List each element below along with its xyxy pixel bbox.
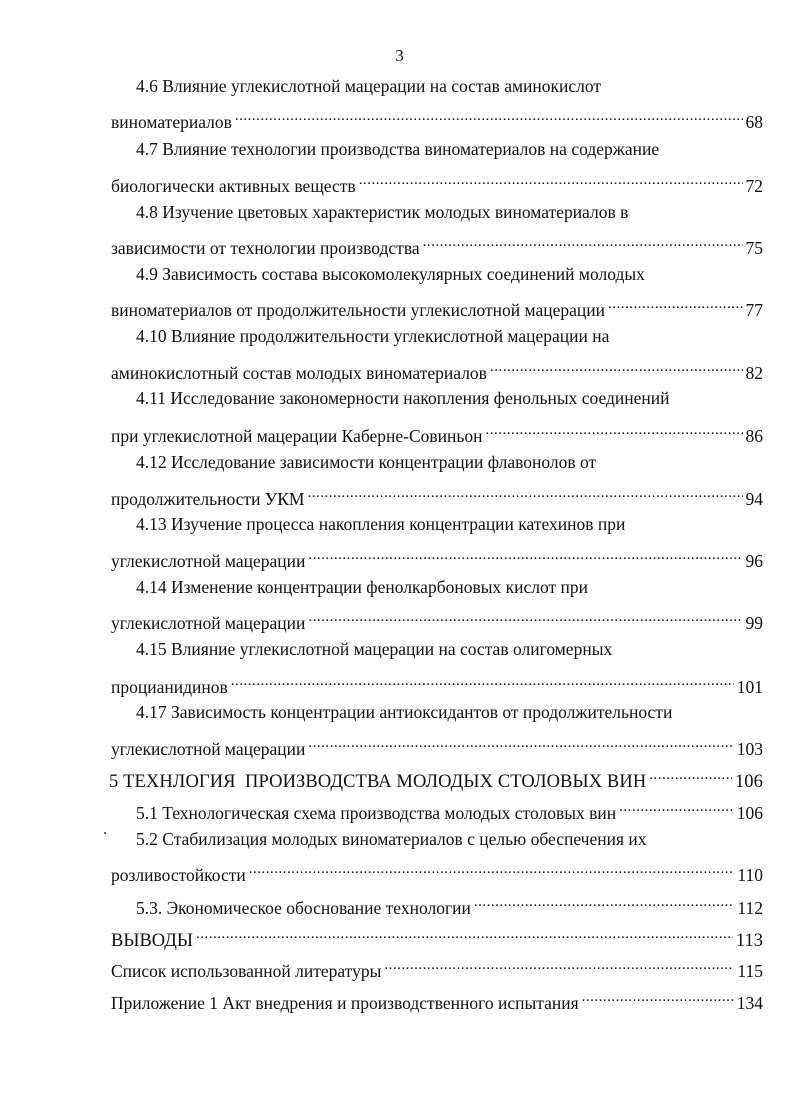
toc-entry-5-3 bbox=[136, 890, 763, 918]
toc-entry-4-7-title: 4.7 Влияние технологии производства виноматериалов на содержание bbox=[136, 139, 660, 159]
toc-entry-text: розливостойкости bbox=[111, 865, 246, 885]
toc-entry-4-15 bbox=[111, 669, 763, 697]
toc-entry-4-14 bbox=[111, 605, 763, 633]
leader-dots bbox=[235, 104, 743, 128]
leader-dots bbox=[423, 230, 743, 254]
toc-entry-4-6-title: 4.6 Влияние углекислотной мацерации на состав аминокислот bbox=[136, 76, 602, 96]
toc-entry-page: 110 bbox=[737, 865, 763, 885]
toc-entry-text: биологически активных веществ bbox=[111, 176, 356, 196]
toc-entry-page: 101 bbox=[736, 677, 763, 697]
toc-entry-page: 134 bbox=[736, 993, 763, 1013]
leader-dots bbox=[308, 731, 733, 755]
toc-entry-4-15-title: 4.15 Влияние углекислотной мацерации на состав олигомерных bbox=[136, 639, 613, 659]
toc-entry-4-10-title: 4.10 Влияние продолжительности углекислотной мацерации на bbox=[136, 326, 610, 346]
toc-entry-4-8-title: 4.8 Изучение цветовых характеристик молодых виноматериалов в bbox=[136, 202, 629, 222]
toc-entry-text: 5 ТЕХНЛОГИЯ ПРОИЗВОДСТВА МОЛОДЫХ СТОЛОВЫХ ВИН bbox=[109, 772, 647, 792]
leader-dots bbox=[359, 168, 743, 192]
toc-entry-text: углекислотной мацерации bbox=[111, 613, 306, 633]
leader-dots bbox=[474, 890, 735, 914]
leader-dots bbox=[619, 795, 734, 819]
page-number: 3 bbox=[395, 46, 404, 65]
toc-entry-text: Список использованной литературы bbox=[111, 961, 382, 981]
leader-dots bbox=[196, 922, 733, 946]
toc-entry-5-1 bbox=[136, 795, 763, 823]
leader-dots bbox=[308, 605, 742, 629]
leader-dots bbox=[308, 543, 742, 567]
toc-entry-page: 77 bbox=[745, 300, 763, 320]
toc-entry-4-12 bbox=[111, 481, 763, 509]
toc-entry-text: виноматериалов от продолжительности углекислотной мацерации bbox=[111, 300, 605, 320]
toc-entry-4-10 bbox=[111, 355, 763, 383]
toc-entry-4-12-title: 4.12 Исследование зависимости концентрации флавонолов от bbox=[136, 452, 597, 472]
toc-entry-5 bbox=[109, 763, 763, 792]
toc-entry-conclusions bbox=[111, 922, 763, 951]
toc-entry-page: 72 bbox=[745, 176, 763, 196]
toc-entry-text: 5.1 Технологическая схема производства молодых столовых вин bbox=[136, 803, 617, 823]
scan-speck bbox=[104, 832, 106, 834]
toc-entry-page: 113 bbox=[735, 931, 763, 951]
toc-entry-page: 86 bbox=[745, 426, 763, 446]
toc-entry-4-17-title: 4.17 Зависимость концентрации антиоксидантов от продолжительности bbox=[136, 702, 673, 722]
leader-dots bbox=[649, 763, 732, 787]
leader-dots bbox=[486, 418, 743, 442]
toc-entry-text: при углекислотной мацерации Каберне-Совиньон bbox=[111, 426, 483, 446]
leader-dots bbox=[384, 953, 734, 977]
toc-entry-text: зависимости от технологии производства bbox=[111, 238, 420, 258]
toc-entry-text: 5.3. Экономическое обоснование технологии bbox=[136, 898, 471, 918]
toc-entry-text: Приложение 1 Акт внедрения и производственного испытания bbox=[111, 993, 579, 1013]
leader-dots bbox=[490, 355, 743, 379]
leader-dots bbox=[582, 985, 734, 1009]
toc-entry-page: 103 bbox=[736, 739, 763, 759]
toc-entry-4-9 bbox=[111, 292, 763, 320]
toc-entry-page: 96 bbox=[745, 551, 763, 571]
toc-entry-4-7 bbox=[111, 168, 763, 196]
toc-entry-page: 94 bbox=[745, 489, 763, 509]
toc-entry-text: углекислотной мацерации bbox=[111, 739, 306, 759]
toc-entry-page: 68 bbox=[745, 112, 763, 132]
toc-entry-page: 112 bbox=[737, 898, 763, 918]
toc-entry-page: 82 bbox=[745, 363, 763, 383]
toc-entry-4-8 bbox=[111, 230, 763, 258]
toc-entry-page: 99 bbox=[745, 613, 763, 633]
toc-entry-page: 106 bbox=[734, 772, 763, 792]
toc-entry-text: ВЫВОДЫ bbox=[111, 931, 194, 951]
toc-entry-4-14-title: 4.14 Изменение концентрации фенолкарбоновых кислот при bbox=[136, 577, 589, 597]
toc-entry-5-2-title: 5.2 Стабилизация молодых виноматериалов с целью обеспечения их bbox=[136, 829, 647, 849]
toc-entry-text: продолжительности УКМ bbox=[111, 489, 305, 509]
leader-dots bbox=[608, 292, 743, 316]
toc-entry-4-17 bbox=[111, 731, 763, 759]
toc-entry-text: виноматериалов bbox=[111, 112, 232, 132]
toc-entry-text: углекислотной мацерации bbox=[111, 551, 306, 571]
leader-dots bbox=[231, 669, 734, 693]
toc-entry-appendix-1 bbox=[111, 985, 763, 1013]
toc-entry-4-11-title: 4.11 Исследование закономерности накопления фенольных соединений bbox=[136, 388, 670, 408]
toc-entry-page: 106 bbox=[736, 803, 763, 823]
toc-entry-4-11 bbox=[111, 418, 763, 446]
toc-entry-4-13 bbox=[111, 543, 763, 571]
toc-entry-references bbox=[111, 953, 763, 981]
toc-entry-4-9-title: 4.9 Зависимость состава высокомолекулярных соединений молодых bbox=[136, 264, 645, 284]
toc-entry-5-2 bbox=[111, 857, 763, 885]
toc-entry-text: аминокислотный состав молодых виноматериалов bbox=[111, 363, 487, 383]
leader-dots bbox=[249, 857, 735, 881]
toc-entry-page: 115 bbox=[737, 961, 763, 981]
toc-entry-text: процианидинов bbox=[111, 677, 228, 697]
leader-dots bbox=[307, 481, 742, 505]
toc-entry-page: 75 bbox=[745, 238, 763, 258]
toc-entry-4-6 bbox=[111, 104, 763, 132]
toc-entry-4-13-title: 4.13 Изучение процесса накопления концентрации катехинов при bbox=[136, 514, 626, 534]
